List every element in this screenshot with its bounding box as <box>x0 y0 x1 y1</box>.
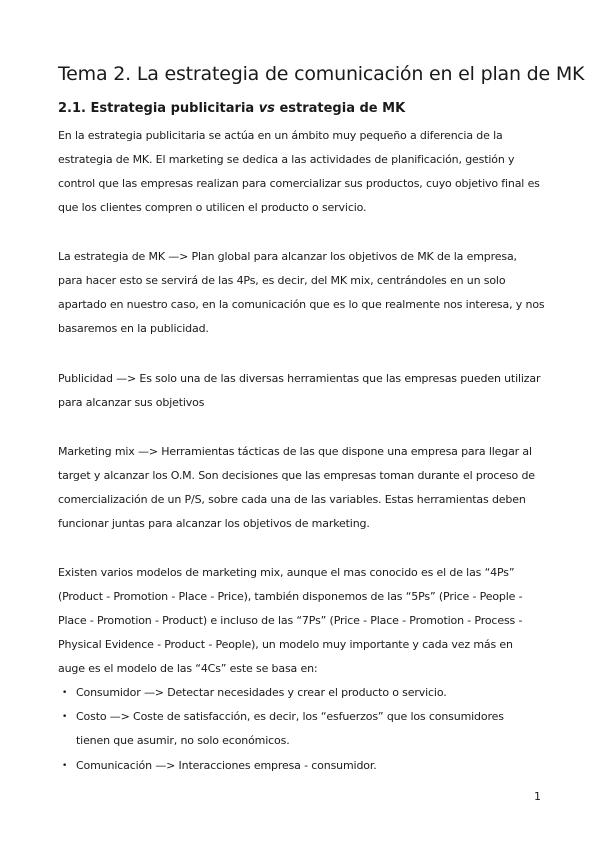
section-heading-italic: vs <box>258 101 275 116</box>
paragraph-line: estrategia de MK. El marketing se dedica a las actividades de planificación, gestión y <box>58 153 515 166</box>
paragraph-line: target y alcanzar los O.M. Son decisiones que las empresas toman durante el proceso de <box>58 469 535 482</box>
section-heading-post: estrategia de MK <box>274 101 406 116</box>
page-number: 1 <box>534 790 541 803</box>
bullet-marker: • <box>62 761 68 771</box>
paragraph-line: (Product - Promotion - Place - Price), también disponemos de las “5Ps” (Price - People - <box>58 590 523 603</box>
bullet-item-continuation: tienen que asumir, no solo económicos. <box>76 734 290 747</box>
bullet-item: Comunicación —> Interacciones empresa - consumidor. <box>76 759 377 772</box>
paragraph-line: En la estrategia publicitaria se actúa en un ámbito muy pequeño a diferencia de la <box>58 129 503 142</box>
section-heading <box>58 101 558 116</box>
document-title: Tema 2. La estrategia de comunicación en el plan de MK <box>58 63 585 85</box>
paragraph-line: control que las empresas realizan para comercializar sus productos, cuyo objetivo final es <box>58 177 540 190</box>
paragraph-line: Marketing mix —> Herramientas tácticas de las que dispone una empresa para llegar al <box>58 445 532 458</box>
paragraph-line: Place - Promotion - Product) e incluso de las “7Ps” (Price - Place - Promotion - Process - <box>58 614 523 627</box>
paragraph-line: para alcanzar sus objetivos <box>58 396 205 409</box>
paragraph-line: comercialización de un P/S, sobre cada una de las variables. Estas herramientas deben <box>58 493 526 506</box>
paragraph-line: para hacer esto se servirá de las 4Ps, es decir, del MK mix, centrándoles en un solo <box>58 274 506 287</box>
paragraph-line: Publicidad —> Es solo una de las diversas herramientas que las empresas pueden utilizar <box>58 372 541 385</box>
bullet-marker: • <box>62 712 68 722</box>
paragraph-line: funcionar juntas para alcanzar los objetivos de marketing. <box>58 517 370 530</box>
bullet-marker: • <box>62 688 68 698</box>
paragraph-line: Existen varios modelos de marketing mix, aunque el mas conocido es el de las “4Ps” <box>58 566 515 579</box>
section-heading-pre: 2.1. Estrategia publicitaria <box>58 101 259 116</box>
paragraph-line: que los clientes compren o utilicen el producto o servicio. <box>58 201 367 214</box>
paragraph-line: Physical Evidence - Product - People), un modelo muy importante y cada vez más en <box>58 638 513 651</box>
paragraph-line: auge es el modelo de las “4Cs” este se basa en: <box>58 662 318 675</box>
paragraph-line: apartado en nuestro caso, en la comunicación que es lo que realmente nos interesa, y nos <box>58 298 545 311</box>
paragraph-line: La estrategia de MK —> Plan global para alcanzar los objetivos de MK de la empresa, <box>58 250 517 263</box>
paragraph-line: basaremos en la publicidad. <box>58 322 209 335</box>
bullet-item: Consumidor —> Detectar necesidades y crear el producto o servicio. <box>76 686 447 699</box>
bullet-item: Costo —> Coste de satisfacción, es decir, los “esfuerzos” que los consumidores <box>76 710 504 723</box>
